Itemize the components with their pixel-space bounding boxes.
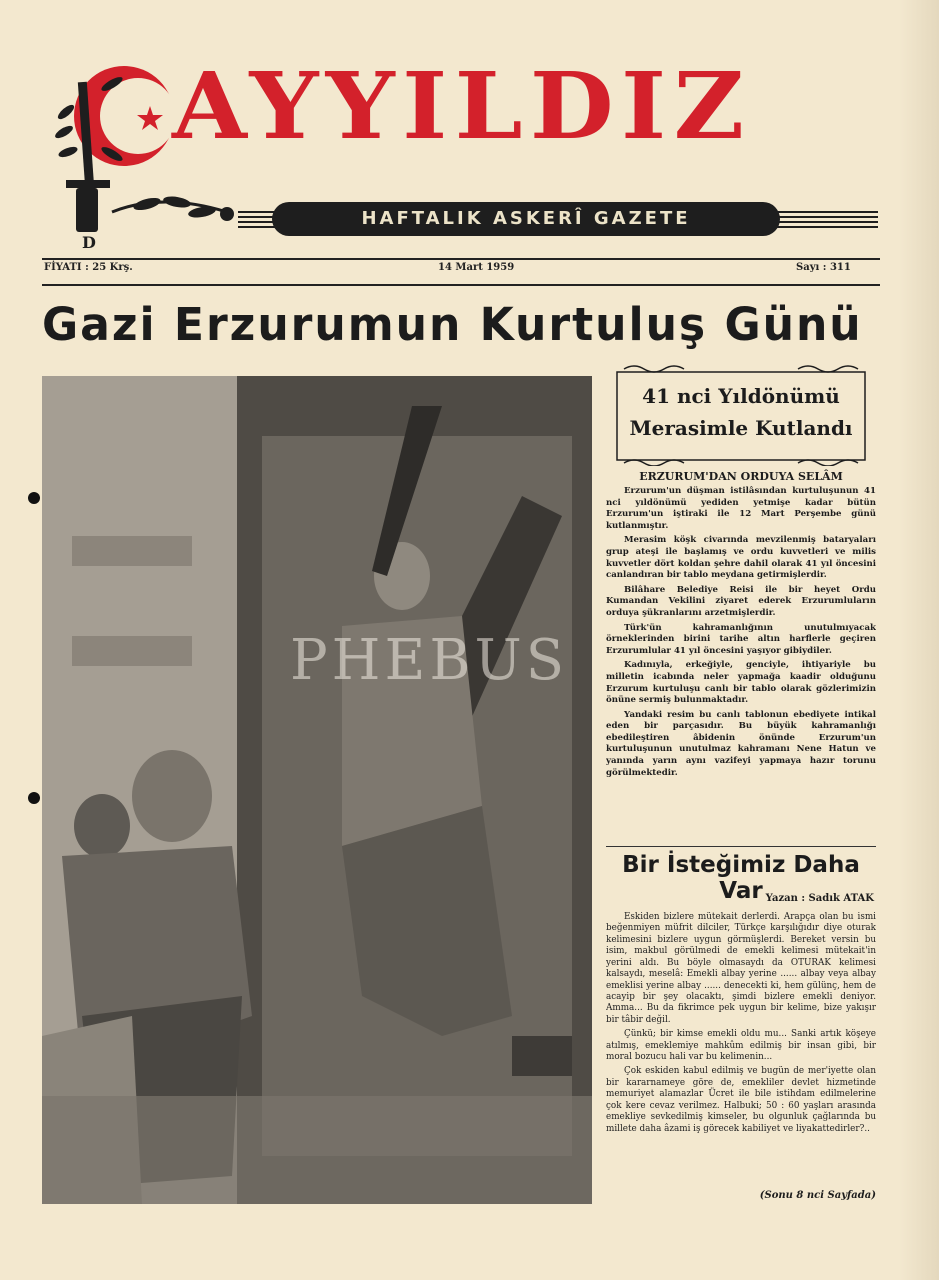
article1-title-box bbox=[614, 364, 868, 466]
svg-text:D: D bbox=[82, 233, 96, 252]
article1-paragraph: Erzurum'un düşman istilâsından kurtuluşunun 41 nci yıldönümü yediden yetmişe kadar bütün Erzurum'un iştiraki ile 12 Mart Perşembe günü kutlanmıştır. bbox=[606, 486, 876, 531]
binding-hole bbox=[28, 792, 40, 804]
issue-date: 14 Mart 1959 bbox=[438, 262, 515, 273]
article1-title-line1: 41 nci Yıldönümü bbox=[642, 384, 840, 408]
article1-paragraph: Yandaki resim bu canlı tablonun ebediyete intikal eden bir parçasıdır. Bu büyük kahramanlığı ebedileştiren âbidenin önünde Erzurum'un kurtuluşunun unutulmaz kahramanı Nene Hatun ve yanında yarın aynı vazifeyi yapmaya hazır torunu görülmektedir. bbox=[606, 709, 876, 778]
article1-title-line2: Merasimle Kutlandı bbox=[629, 416, 853, 440]
article1-paragraph: Türk'ün kahramanlığının unutulmıyacak örneklerinden birini tarihe altın harflerle geçiren Erzurumlular 41 yıl öncesini yaşıyor gibiydiler. bbox=[606, 622, 876, 656]
article1-paragraph: Kadınıyla, erkeğiyle, genciyle, ihtiyariyle bu milletin icabında neler yapmağa kaadir olduğunu Erzurum kurtuluşu canlı bir tablo olarak gözlerimizin önüne sermiş bulunmaktadır. bbox=[606, 660, 876, 706]
headline: Gazi Erzurumun Kurtuluş Günü bbox=[42, 298, 863, 351]
article1-paragraph: Merasim köşk civarında mevzilenmiş bataryaları grup ateşi ile başlamış ve ordu kuvvetleri ve milis kuvvetler dört koldan şehre dahil olarak 41 yıl öncesini canlandıran bir tablo meydana getirmişlerdir. bbox=[606, 535, 876, 581]
masthead-subtitle: HAFTALIK ASKERÎ GAZETE bbox=[272, 202, 780, 236]
rule-bottom bbox=[42, 284, 880, 286]
article2-paragraph: Çok eskiden kabul edilmiş ve bugün de mer'iyette olan bir kararnameye göre de, emekliler devlet hizmetinde memuriyet alamazlar Ücret ile bile istihdam edilmelerine çok kere cevaz verilmez. Halbuki; 50 : 60 yaşları arasında emekliye sevkedilmiş kimseler, bu olgunluk çağlarında bu millete daha âzami iş görecek kabiliyet ve liyakattedirler?.. bbox=[606, 1066, 876, 1134]
article2-paragraph: Eskiden bizlere mütekait derlerdi. Arapça olan bu ismi beğenmiyen müfrit dilciler, Türkçe karşılığıdır diye oturak kelimesini bizlere uygun görmüşlerdi. Bereket versin bu isim, makbul görülmedi de emekli kelimesi mütekait'in yerini aldı. Bu böyle olmasaydı da OTURAK kelimesi kalsaydı, meselâ: Emekli albay yerine ...... albay veya albay emeklisi yerine albay ...... denecekti ki, hem gülünç, hem de acayip bir şey olacaktı, şimdi bizlere emekli deniyor. Amma... Bu da fikrimce pek uygun bir kelime, bize yakışır bir tâbir değil. bbox=[606, 912, 876, 1025]
issue-number: Sayı : 311 bbox=[796, 262, 851, 273]
article1-paragraph: Bilâhare Belediye Reisi ile bir heyet Ordu Kumandan Vekilini ziyaret ederek Erzurumluların orduya şükranlarını arzetmişlerdir. bbox=[606, 584, 876, 618]
ornament-frame bbox=[614, 364, 868, 466]
article2-body bbox=[606, 912, 876, 1194]
rule-top bbox=[42, 258, 880, 260]
continued-note: (Sonu 8 nci Sayfada) bbox=[759, 1190, 876, 1201]
page-edge-shadow bbox=[899, 0, 939, 1280]
binding-hole bbox=[28, 492, 40, 504]
masthead-title: AYYILDIZ bbox=[172, 52, 752, 160]
monument-photo bbox=[42, 376, 592, 1204]
article-separator bbox=[606, 846, 876, 847]
article2-title: Bir İsteğimiz Daha Var bbox=[622, 852, 860, 904]
article1-body bbox=[606, 486, 876, 842]
article1-subhead: ERZURUM'DAN ORDUYA SELÂM bbox=[639, 470, 843, 483]
article2-byline: Yazan : Sadık ATAK bbox=[765, 893, 874, 904]
photo-watermark: PHEBUS bbox=[290, 628, 569, 693]
price-label: FİYATI : 25 Krş. bbox=[44, 262, 133, 273]
article2-paragraph: Çünkü; bir kimse emekli oldu mu... Sanki artık köşeye atılmış, emeklemiye mahkûm edilmiş bir insan gibi, bir moral bozucu hali var bu kelimenin... bbox=[606, 1029, 876, 1063]
